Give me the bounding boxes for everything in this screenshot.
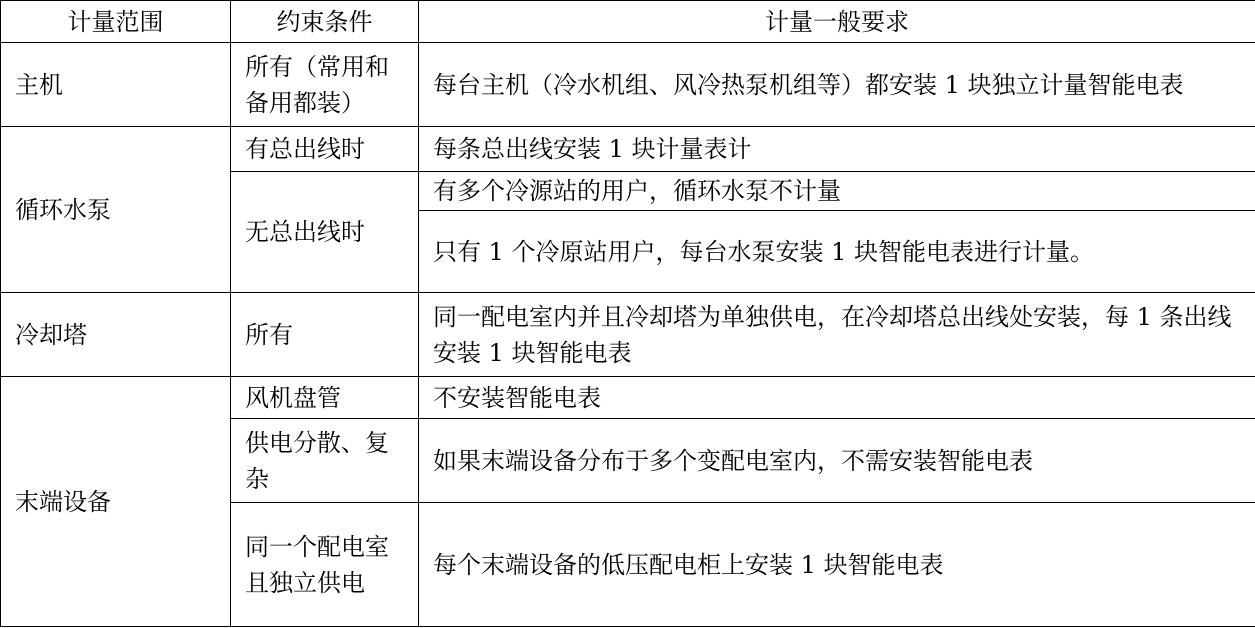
header-row	[1, 1, 1255, 43]
requirement-terminal-2: 如果末端设备分布于多个变配电室内，不需安装智能电表	[419, 419, 1255, 503]
scope-pump: 循环水泵	[1, 127, 231, 293]
requirement-host: 每台主机（冷水机组、风冷热泵机组等）都安装 1 块独立计量智能电表	[419, 43, 1255, 127]
requirement-pump-2: 有多个冷源站的用户，循环水泵不计量	[419, 172, 1255, 211]
header-requirement: 计量一般要求	[419, 1, 1255, 43]
requirement-tower: 同一配电室内并且冷却塔为单独供电，在冷却塔总出线处安装，每 1 条出线安装 1 块智能电表	[419, 293, 1255, 377]
scope-host: 主机	[1, 43, 231, 127]
requirement-pump-1: 每条总出线安装 1 块计量表计	[419, 127, 1255, 172]
requirement-pump-3: 只有 1 个冷原站用户，每台水泵安装 1 块智能电表进行计量。	[419, 211, 1255, 293]
table-row-host	[1, 43, 1255, 127]
scope-tower: 冷却塔	[1, 293, 231, 377]
scope-terminal: 末端设备	[1, 377, 231, 627]
header-scope: 计量范围	[1, 1, 231, 43]
condition-pump-1: 有总出线时	[231, 127, 419, 172]
table-row-pump-1	[1, 127, 1255, 172]
header-condition: 约束条件	[231, 1, 419, 43]
condition-tower: 所有	[231, 293, 419, 377]
table-row-tower	[1, 293, 1255, 377]
condition-pump-2: 无总出线时	[231, 172, 419, 293]
table-row-terminal-1	[1, 377, 1255, 419]
condition-terminal-3: 同一个配电室且独立供电	[231, 503, 419, 627]
condition-host: 所有（常用和备用都装）	[231, 43, 419, 127]
condition-terminal-2: 供电分散、复杂	[231, 419, 419, 503]
requirement-terminal-1: 不安装智能电表	[419, 377, 1255, 419]
requirement-terminal-3: 每个末端设备的低压配电柜上安装 1 块智能电表	[419, 503, 1255, 627]
condition-terminal-1: 风机盘管	[231, 377, 419, 419]
